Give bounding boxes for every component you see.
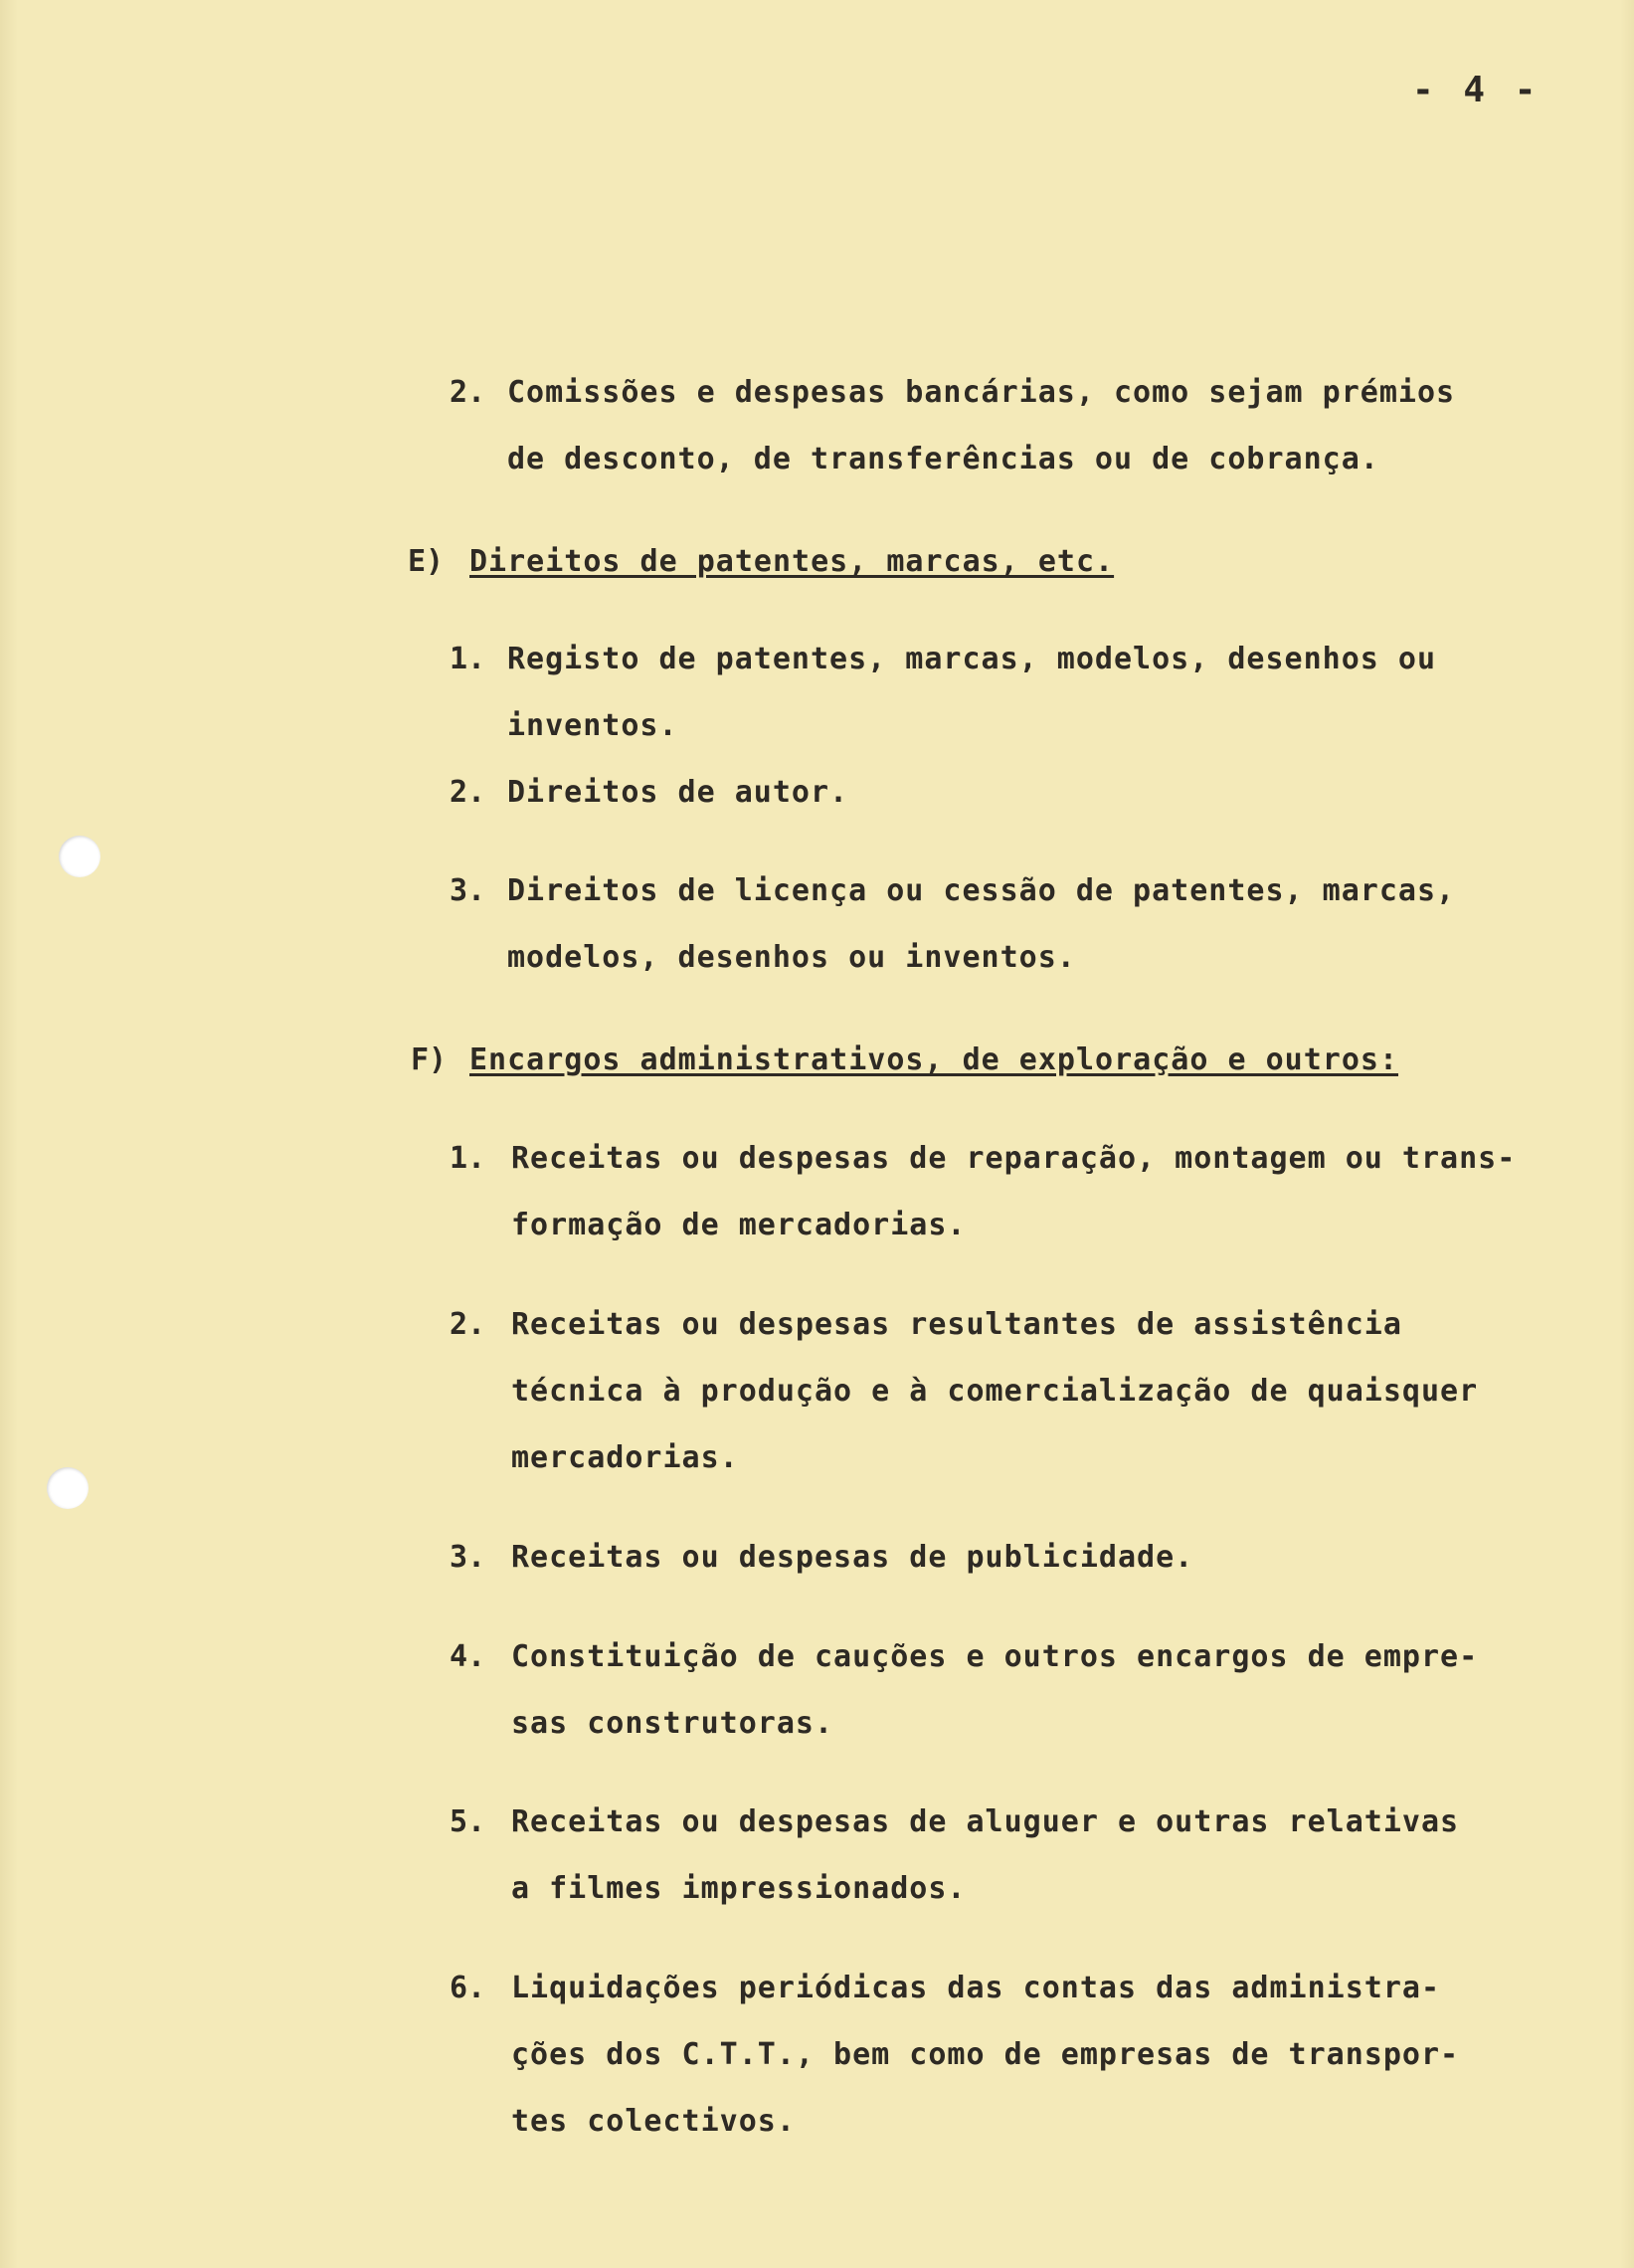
item-text-line: tes colectivos. <box>511 2104 796 2139</box>
item-text-line: ções dos C.T.T., bem como de empresas de transpor- <box>511 2037 1460 2072</box>
item-number: 5. <box>450 1804 486 1839</box>
item-number: 4. <box>450 1639 486 1674</box>
item-text-line: sas construtoras. <box>511 1706 834 1741</box>
item-text-line: a filmes impressionados. <box>511 1871 967 1906</box>
item-text-line: Receitas ou despesas resultantes de assistência <box>511 1307 1402 1342</box>
item-text-line: Direitos de autor. <box>507 775 849 810</box>
item-number: 2. <box>450 775 486 810</box>
item-text-line: técnica à produção e à comercialização de quaisquer <box>511 1374 1479 1409</box>
punch-hole <box>59 836 100 877</box>
section-letter: E) <box>408 544 445 579</box>
item-text-line: de desconto, de transferências ou de cobrança. <box>507 442 1379 476</box>
section-title: Direitos de patentes, marcas, etc. <box>469 544 1115 579</box>
item-number: 6. <box>450 1971 486 2005</box>
item-text-line: modelos, desenhos ou inventos. <box>507 940 1076 975</box>
item-number: 3. <box>450 1540 486 1575</box>
item-text-line: Comissões e despesas bancárias, como sejam prémios <box>507 375 1456 410</box>
item-text-line: Constituição de cauções e outros encargos de empre- <box>511 1639 1479 1674</box>
section-letter: F) <box>411 1042 448 1077</box>
item-text-line: inventos. <box>507 708 678 743</box>
item-number: 1. <box>450 1141 486 1176</box>
page-number: - 4 - <box>1412 70 1541 110</box>
item-number: 1. <box>450 642 486 676</box>
punch-hole <box>47 1467 89 1509</box>
section-title: Encargos administrativos, de exploração e outros: <box>469 1042 1399 1077</box>
item-text-line: Receitas ou despesas de reparação, montagem ou trans- <box>511 1141 1517 1176</box>
item-text-line: Liquidações periódicas das contas das administra- <box>511 1971 1441 2005</box>
item-text-line: Receitas ou despesas de aluguer e outras relativas <box>511 1804 1460 1839</box>
item-text-line: Registo de patentes, marcas, modelos, desenhos ou <box>507 642 1437 676</box>
item-text-line: mercadorias. <box>511 1440 739 1475</box>
item-number: 2. <box>450 1307 486 1342</box>
item-number: 2. <box>450 375 486 410</box>
item-number: 3. <box>450 873 486 908</box>
item-text-line: formação de mercadorias. <box>511 1208 967 1242</box>
item-text-line: Direitos de licença ou cessão de patentes, marcas, <box>507 873 1456 908</box>
item-text-line: Receitas ou despesas de publicidade. <box>511 1540 1194 1575</box>
